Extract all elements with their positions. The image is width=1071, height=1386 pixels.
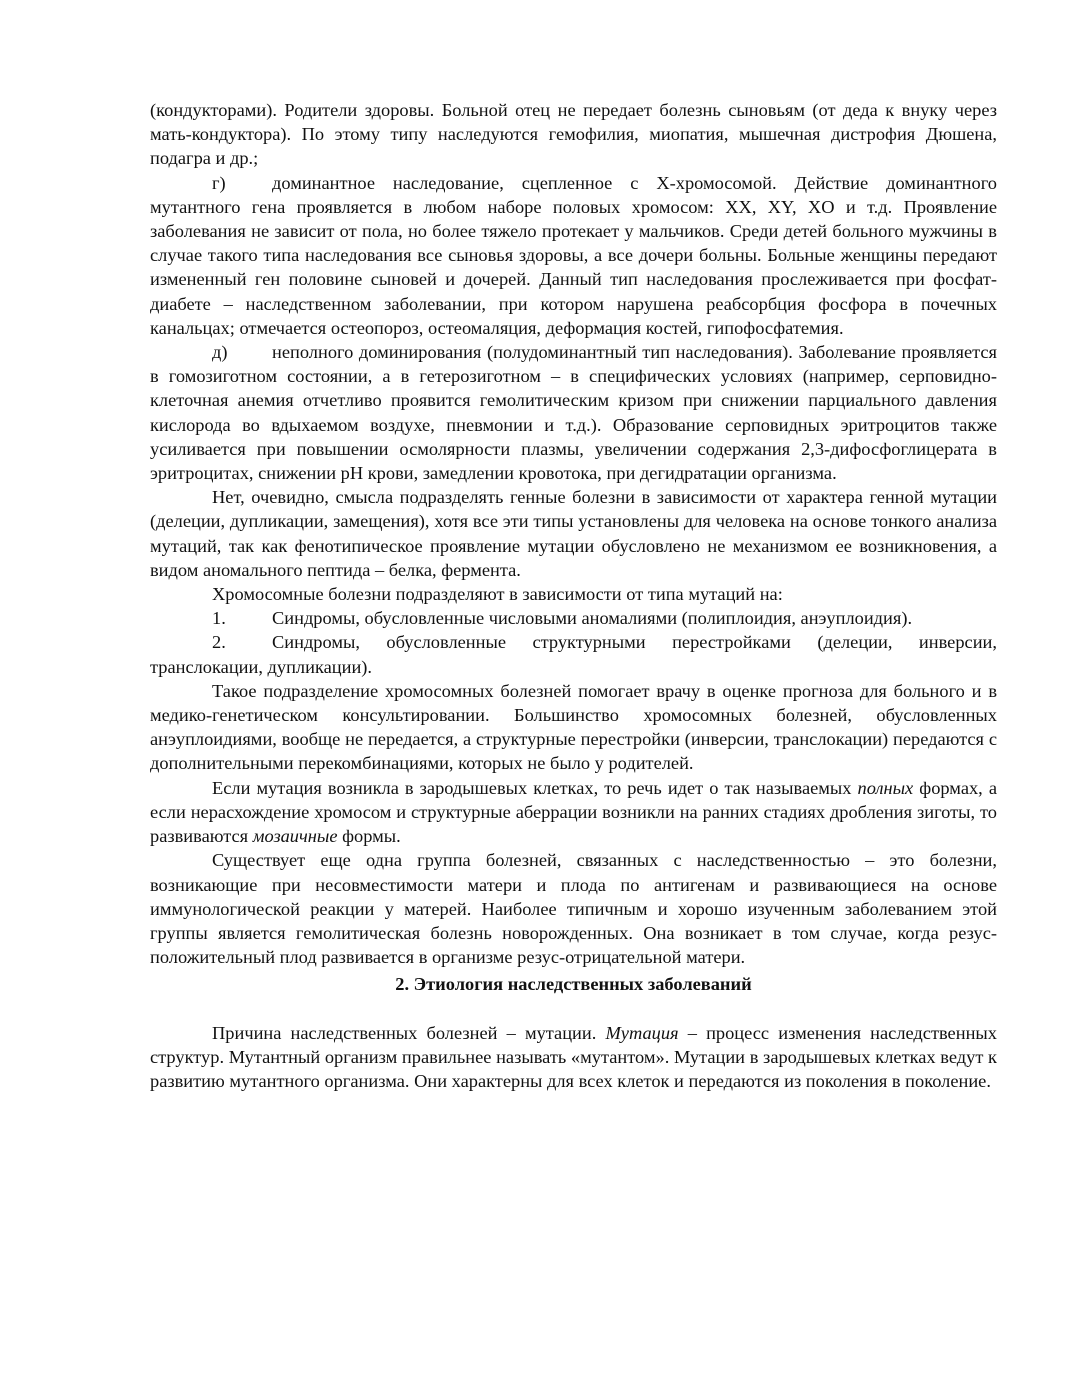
list-label-1: 1. [212, 608, 226, 629]
list-text-g: доминантное наследование, сцепленное с Х-хромосомой. Действие доминантного мутантного гена проявляется в любом наборе половых хромосом: XX, XY, XO и т.д. Проявление заболевания не зависит от пола, но более тяжело протекает у мальчиков. Среди детей больного мужчины в случае такого типа наследования все сыновья здоровы, а все дочери больны. Больные женщины передают измененный ген половине сыновей и дочерей. Данный тип наследования прослеживается при фосфат-диабете – наследственном заболевании, при котором нарушена реабсорбция фосфора в почечных канальцах; отмечается остеопороз, остеомаляция, деформация костей, гипофосфатемия. [150, 172, 997, 338]
text-span: Если мутация возникла в зародышевых клетках, то речь идет о так называемых [212, 777, 852, 798]
text-span: Причина наследственных болезней – мутации. [212, 1022, 597, 1043]
list-text-d: неполного доминирования (полудоминантный тип наследования). Заболевание проявляется в гомозиготном состоянии, а в гетерозиготном – в специфических условиях (например, серповидно-клеточная анемия отчетливо проявится гемолитическим кризом при снижении парциального давления кислорода во вдыхаемом воздухе, пневмонии и т.д.). Образование серповидных эритроцитов также усиливается при повышении осмолярности плазмы, увеличении содержания 2,3-дифосфоглицерата в эритроцитах, снижении pH крови, замедлении кровотока, при дегидратации организма. [150, 342, 997, 484]
list-item-1 [150, 606, 997, 630]
list-item-2 [150, 630, 997, 678]
section-heading: 2. Этиология наследственных заболеваний [395, 974, 752, 995]
text-span: формы. [342, 826, 401, 847]
italic-term-mutation: Мутация [605, 1022, 679, 1043]
list-text-2: Синдромы, обусловленные структурными перестройками (делеции, инверсии, транслокации, дупликации). [150, 632, 997, 677]
paragraph-gene-mutations: Нет, очевидно, смысла подразделять генные болезни в зависимости от характера генной мутации (делеции, дупликации, замещения), хотя все эти типы установлены для человека на основе тонкого анализа мутаций, так как фенотипическое проявление мутации обусловлено не механизмом ее возникновения, а видом аномального пептида – белка, фермента. [150, 487, 997, 580]
paragraph-incompatibility: Существует еще одна группа болезней, связанных с наследственностью – это болезни, возникающие при несовместимости матери и плода по антигенам и развивающиеся на основе иммунологической реакции у матерей. Наиболее типичным и хорошо изученным заболеванием этой группы является гемолитическая болезнь новорожденных. Она возникает в том случае, когда резус-положительный плод развивается в организме резус-отрицательной матери. [150, 850, 997, 968]
list-label-g: г) [212, 172, 226, 193]
list-label-d: д) [212, 342, 228, 363]
text-span: формах, а если нерасхождение хромосом и структурные аберрации возникли на ранних стадиях дробления зиготы, то развиваются [150, 777, 997, 847]
italic-term-mosaic: мозаичные [252, 826, 338, 847]
paragraph-forms [150, 776, 997, 849]
list-label-2: 2. [212, 632, 226, 653]
paragraph-classification: Такое подразделение хромосомных болезней помогает врачу в оценке прогноза для больного и в медико-генетическом консультировании. Большинство хромосомных болезней, обусловленных анэуплоидиями, вообще не передается, а структурные перестройки (инверсии, транслокации) передаются с дополнительными перекомбинациями, которых не было у родителей. [150, 680, 997, 774]
list-text-1: Синдромы, обусловленные числовыми аномалиями (полиплоидия, анэуплоидия). [272, 608, 913, 629]
blank-line [150, 997, 997, 1021]
text-span: – процесс изменения наследственных структур. Мутантный организм правильнее называть «мутантом». Мутации в зародышевых клетках ведут к развитию мутантного организма. Они характерны для всех клеток и передаются из поколения в поколение. [150, 1022, 997, 1091]
paragraph-chromosomal-intro: Хромосомные болезни подразделяют в зависимости от типа мутаций на: [212, 584, 783, 605]
italic-term-full: полных [857, 777, 914, 798]
list-item-g [150, 171, 997, 340]
paragraph-continuation: (кондукторами). Родители здоровы. Больной отец не передает болезнь сыновьям (от деда к внуку через мать-кондуктора). По этому типу наследуются гемофилия, миопатия, мышечная дистрофия Дюшена, подагра и др.; [150, 100, 997, 169]
paragraph-etiology [150, 1021, 997, 1094]
list-item-d [150, 340, 997, 485]
